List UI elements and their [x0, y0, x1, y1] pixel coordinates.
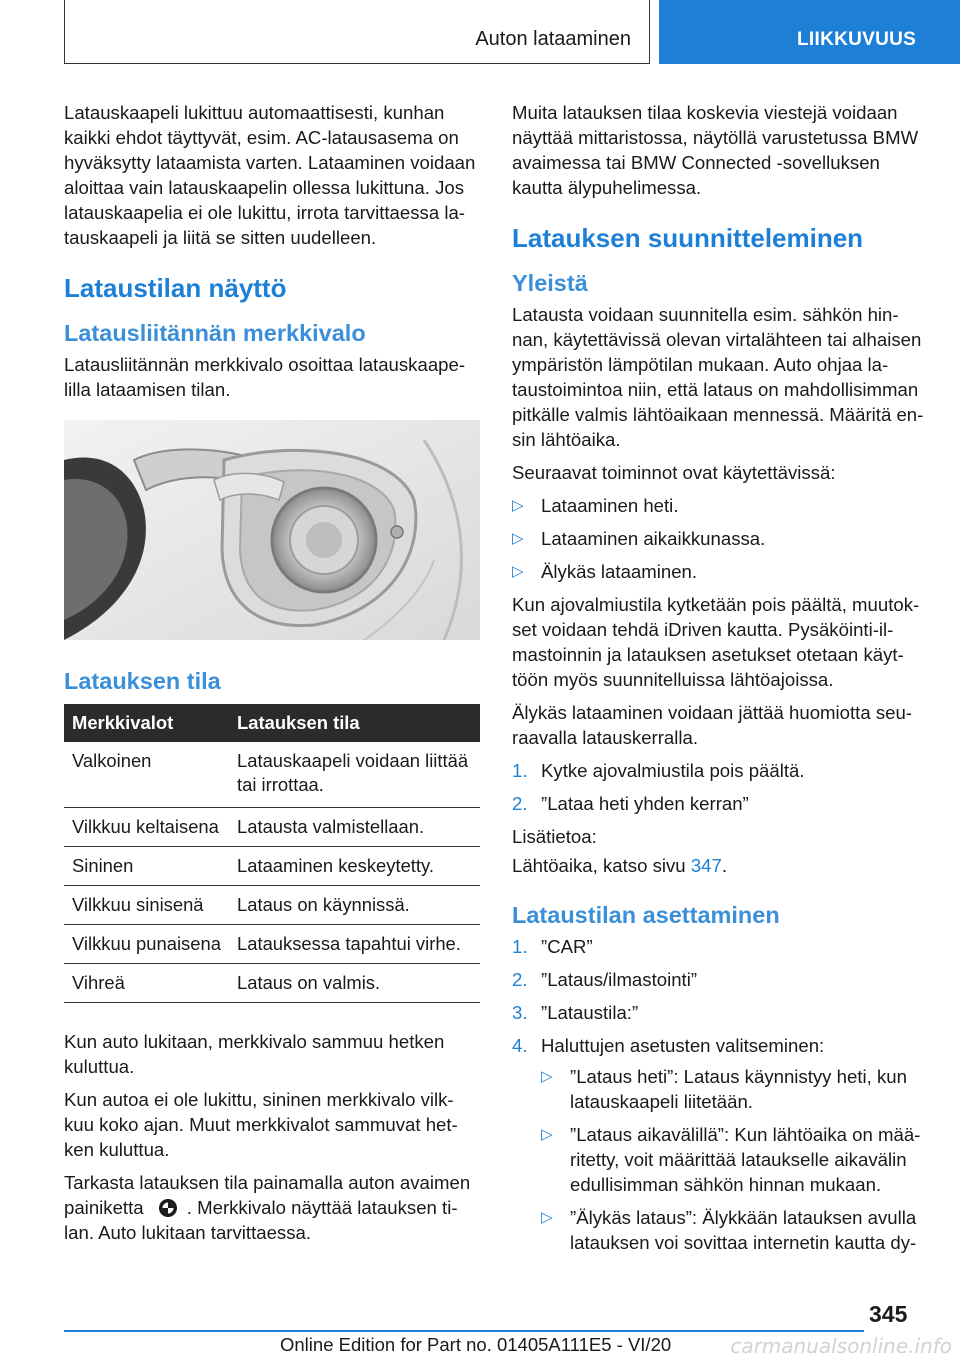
- left-column: [64, 100, 480, 1253]
- bmw-key-button-icon: [153, 1197, 183, 1219]
- functions-intro: Seuraavat toiminnot ovat käytettävissä:: [512, 462, 836, 483]
- chapter-tab-label: LIIKKUVUUS: [797, 29, 917, 50]
- header-section-box: [64, 0, 650, 64]
- page-number: 345: [869, 1301, 908, 1327]
- heading-indicator-light: Latausliitännän merkkivalo: [64, 320, 366, 346]
- planning-paragraph: Latausta voidaan suunnitella esim. sähkön hin-nan, käytettävissä olevan virtalähteen tai alhaisen ympäristön lämpötilan mukaan. Auto ohjaa la-taustoimintoa niin, että lataus on mahdollisimman pitkälle valmis lähtöaikaan mennessä. Määritä en-sin lähtöaika.: [512, 304, 924, 450]
- indicator-description: Latausliitännän merkkivalo osoittaa latauskaape-lilla lataamisen tilan.: [64, 354, 466, 400]
- table-cell: Lataus on valmis.: [229, 963, 480, 1002]
- chapter-tab[interactable]: [659, 0, 960, 64]
- list-item: 1. Kytke ajovalmiustila pois päältä.: [512, 760, 805, 781]
- more-info-line: Lähtöaika, katso sivu 347.: [512, 855, 728, 876]
- list-item: 3. ”Lataustila:”: [512, 1002, 639, 1023]
- smart-charging-paragraph: Älykäs lataaminen voidaan jättää huomiotta seu-raavalla latauskerralla.: [512, 702, 913, 748]
- table-cell: Vihreä: [64, 963, 229, 1002]
- table-cell: Lataaminen keskeytetty.: [229, 846, 480, 885]
- section-title: Auton lataaminen: [475, 28, 631, 50]
- triangle-bullet-icon: ▷: [541, 1209, 553, 1226]
- triangle-bullet-icon: ▷: [541, 1068, 553, 1085]
- key-button-paragraph: [64, 1170, 480, 1245]
- mode-options-list: [541, 1064, 928, 1255]
- list-item: 1. ”CAR”: [512, 936, 593, 957]
- table-row: [64, 742, 480, 807]
- table-cell: Sininen: [64, 846, 229, 885]
- page-link-347[interactable]: 347: [690, 855, 722, 876]
- watermark: carmanualsonline.info: [730, 1334, 952, 1358]
- steps-list-1: [512, 758, 928, 816]
- table-cell: Latauskaapeli voidaan liittää tai irrottaa.: [229, 742, 480, 807]
- functions-list: [512, 493, 928, 584]
- triangle-bullet-icon: ▷: [512, 497, 524, 514]
- steps-list-2: [512, 934, 928, 1255]
- list-item: ▷ ”Älykäs lataus”: Älykkään latauksen avulla latauksen voi sovittaa internetin kautta dy-: [541, 1207, 917, 1253]
- table-cell: Vilkkuu sinisenä: [64, 885, 229, 924]
- messages-paragraph: Muita latauksen tilaa koskevia viestejä voidaan näyttää mittaristossa, näytöllä varustetussa BMW avaimessa tai BMW Connected -sovelluksen kautta älypuhelimessa.: [512, 102, 919, 198]
- table-header-row: [64, 704, 480, 742]
- edition-text: Online Edition for Part no. 01405A111E5 - VI/20: [280, 1334, 672, 1355]
- list-item: ▷ Lataaminen aikaikkunassa.: [512, 528, 766, 549]
- table-cell: Latausta valmistellaan.: [229, 807, 480, 846]
- list-item: 4. Haluttujen asetusten valitseminen: ▷ ”Lataus heti”: Lataus käynnistyy heti, kun latauskaapeli liitetään. ▷ ”Lataus aikavälillä”: Kun lähtöaika on mää-ritetty, voit määrittää lataukselle aikavälin edullisimman sähkön hinnan mukaan. ▷ ”Älykäs lataus”: Älykkään latauksen avulla latauksen voi sovittaa internetin kautta dy-: [512, 1033, 928, 1255]
- list-item: 2. ”Lataa heti yhden kerran”: [512, 793, 749, 814]
- table-cell: Latauksessa tapahtui virhe.: [229, 924, 480, 963]
- table-cell: Lataus on käynnissä.: [229, 885, 480, 924]
- table-header-status: Latauksen tila: [229, 704, 480, 742]
- charging-port-illustration: [64, 420, 480, 640]
- footer-divider: [64, 1330, 864, 1332]
- heading-charging-planning: Latauksen suunnitteleminen: [512, 223, 864, 253]
- heading-charging-status-display: Lataustilan näyttö: [64, 273, 287, 303]
- charging-status-table: [64, 704, 480, 1003]
- list-item: ▷ ”Lataus aikavälillä”: Kun lähtöaika on mää-ritetty, voit määrittää lataukselle aikavälin edullisimman sähkön hinnan mukaan.: [541, 1124, 921, 1195]
- table-header-indicator: Merkkivalot: [64, 704, 229, 742]
- heading-set-charging-mode: Lataustilan asettaminen: [512, 902, 780, 928]
- key-button-text-start: Tarkasta latauksen tila painamalla auton avaimen painiketta: [64, 1171, 471, 1218]
- table-row: [64, 807, 480, 846]
- triangle-bullet-icon: ▷: [512, 530, 524, 547]
- lock-paragraph: Kun auto lukitaan, merkkivalo sammuu hetken kuluttua.: [64, 1030, 445, 1077]
- triangle-bullet-icon: ▷: [541, 1126, 553, 1143]
- table-cell: Valkoinen: [64, 742, 229, 807]
- list-item: 2. ”Lataus/ilmastointi”: [512, 969, 698, 990]
- table-row: [64, 924, 480, 963]
- list-item: ▷ ”Lataus heti”: Lataus käynnistyy heti, kun latauskaapeli liitetään.: [541, 1066, 907, 1112]
- list-item: ▷ Älykäs lataaminen.: [512, 561, 698, 582]
- table-row: [64, 885, 480, 924]
- heading-general: Yleistä: [512, 270, 588, 296]
- key-button-text-end: . Merkkivalo näyttää latauksen ti-lan. Auto lukitaan tarvittaessa.: [64, 1196, 458, 1243]
- triangle-bullet-icon: ▷: [512, 563, 524, 580]
- list-item: ▷ Lataaminen heti.: [512, 495, 679, 516]
- charging-port-photo: [64, 420, 480, 640]
- idrive-paragraph: Kun ajovalmiustila kytketään pois päältä, muutok-set voidaan tehdä iDriven kautta. Pysäköinti-il-mastoinnin ja latauksen asetukset otetaan käyt-töön myös suunnitelluissa lähtöajoissa.: [512, 594, 920, 690]
- table-cell: Vilkkuu keltaisena: [64, 807, 229, 846]
- table-cell: Vilkkuu punaisena: [64, 924, 229, 963]
- table-row: [64, 963, 480, 1002]
- intro-paragraph: Latauskaapeli lukittuu automaattisesti, kunhan kaikki ehdot täyttyvät, esim. AC-latausasema on hyväksytty lataamista varten. Lataaminen voidaan aloittaa vain latauskaapelin ollessa lukittuna. Jos latauskaapelia ei ole lukittu, irrota tarvittaessa la-tauskaapeli ja liitä se sitten uudelleen.: [64, 102, 476, 248]
- more-info-label: Lisätietoa:: [512, 826, 597, 847]
- right-column: [512, 100, 928, 1263]
- heading-charging-status: Latauksen tila: [64, 668, 221, 694]
- table-row: [64, 846, 480, 885]
- unlocked-paragraph: Kun autoa ei ole lukittu, sininen merkkivalo vilk-kuu koko ajan. Muut merkkivalot sammuvat het-ken kuluttua.: [64, 1088, 458, 1160]
